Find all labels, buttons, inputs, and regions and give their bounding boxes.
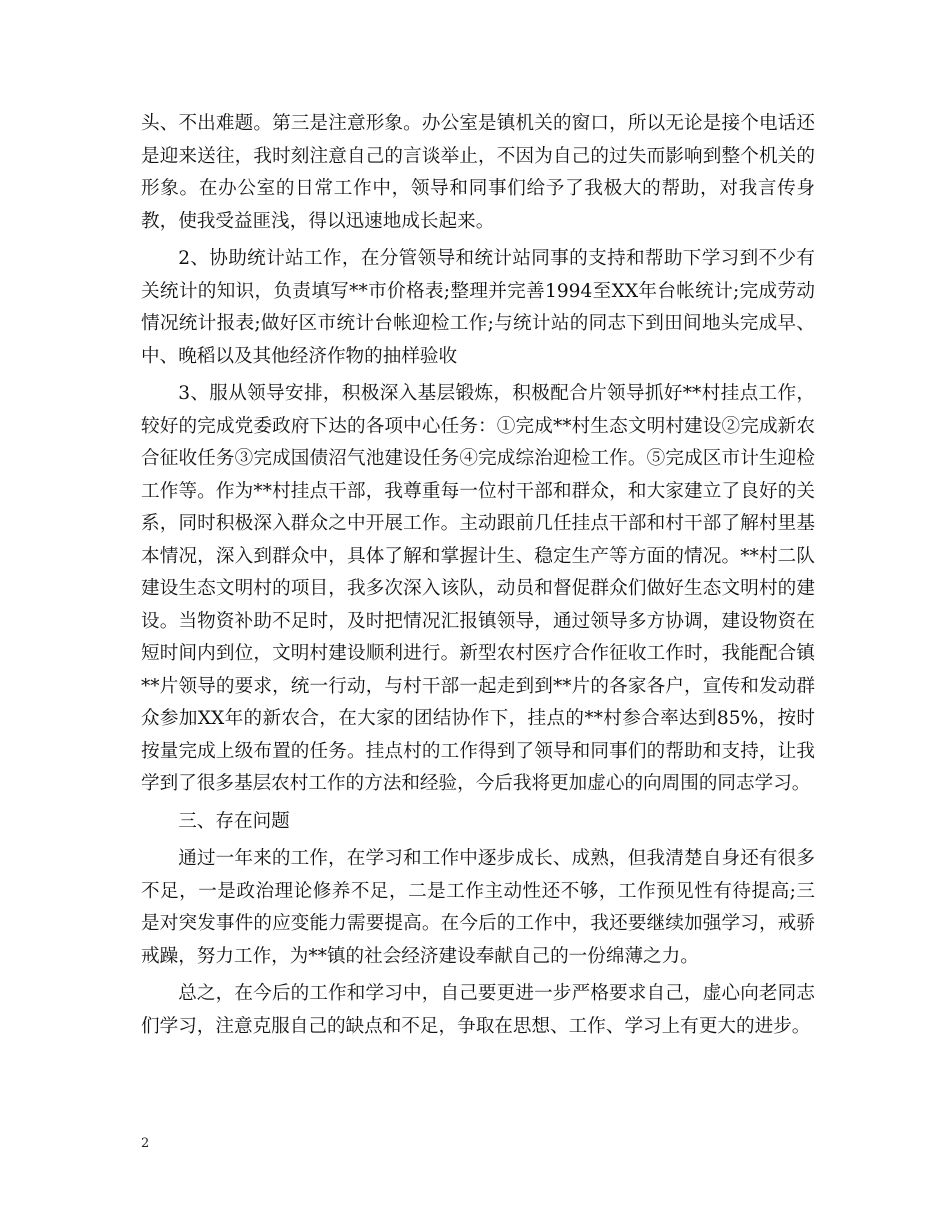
paragraph-problems: 通过一年来的工作，在学习和工作中逐步成长、成熟，但我清楚自身还有很多不足，一是政治理论修养不足，二是工作主动性还不够，工作预见性有待提高;三是对突发事件的应变能力需要提高。在今后的工作中，我还要继续加强学习，戒骄戒躁，努力工作，为**镇的社会经济建设奉献自己的一份绵薄之力。: [141, 848, 815, 967]
page-number: 2: [141, 1136, 150, 1151]
paragraph-item-3: 3、服从领导安排，积极深入基层锻炼，积极配合片领导抓好**村挂点工作，较好的完成党委政府下达的各项中心任务：①完成**村生态文明村建设②完成新农合征收任务③完成国债沼气池建设任务④完成综治迎检工作。⑤完成区市计生迎检工作等。作为**村挂点干部，我尊重每一位村干部和群众，和大家建立了良好的关系，同时积极深入群众之中开展工作。主动跟前几任挂点干部和村干部了解村里基本情况，深入到群众中，具体了解和掌握计生、稳定生产等方面的情况。**村二队建设生态文明村的项目，我多次深入该队，动员和督促群众们做好生态文明村的建设。当物资补助不足时，及时把情况汇报镇领导，通过领导多方协调，建设物资在短时间内到位，文明村建设顺利进行。新型农村医疗合作征收工作时，我能配合镇**片领导的要求，统一行动，与村干部一起走到到**片的各家各户，宣传和发动群众参加XX年的新农合，在大家的团结协作下，挂点的**村参合率达到85%，按时按量完成上级布置的任务。挂点村的工作得到了领导和同事们的帮助和支持，让我学到了很多基层农村工作的方法和经验，今后我将更加虚心的向周围的同志学习。: [141, 383, 815, 794]
section-heading-problems: 三、存在问题: [178, 810, 290, 832]
paragraph-item-2: 2、协助统计站工作，在分管领导和统计站同事的支持和帮助下学习到不少有关统计的知识，负责填写**市价格表;整理并完善1994至XX年台帐统计;完成劳动情况统计报表;做好区市统计台帐迎检工作;与统计站的同志下到田间地头完成早、中、晚稻以及其他经济作物的抽样验收: [141, 248, 815, 367]
paragraph-conclusion: 总之，在今后的工作和学习中，自己要更进一步严格要求自己，虚心向老同志们学习，注意克服自己的缺点和不足，争取在思想、工作、学习上有更大的进步。: [141, 983, 815, 1037]
document-body: [141, 108, 815, 1043]
paragraph-continuation: 头、不出难题。第三是注意形象。办公室是镇机关的窗口，所以无论是接个电话还是迎来送往，我时刻注意自己的言谈举止，不因为自己的过失而影响到整个机关的形象。在办公室的日常工作中，领导和同事们给予了我极大的帮助，对我言传身教，使我受益匪浅，得以迅速地成长起来。: [141, 113, 815, 232]
